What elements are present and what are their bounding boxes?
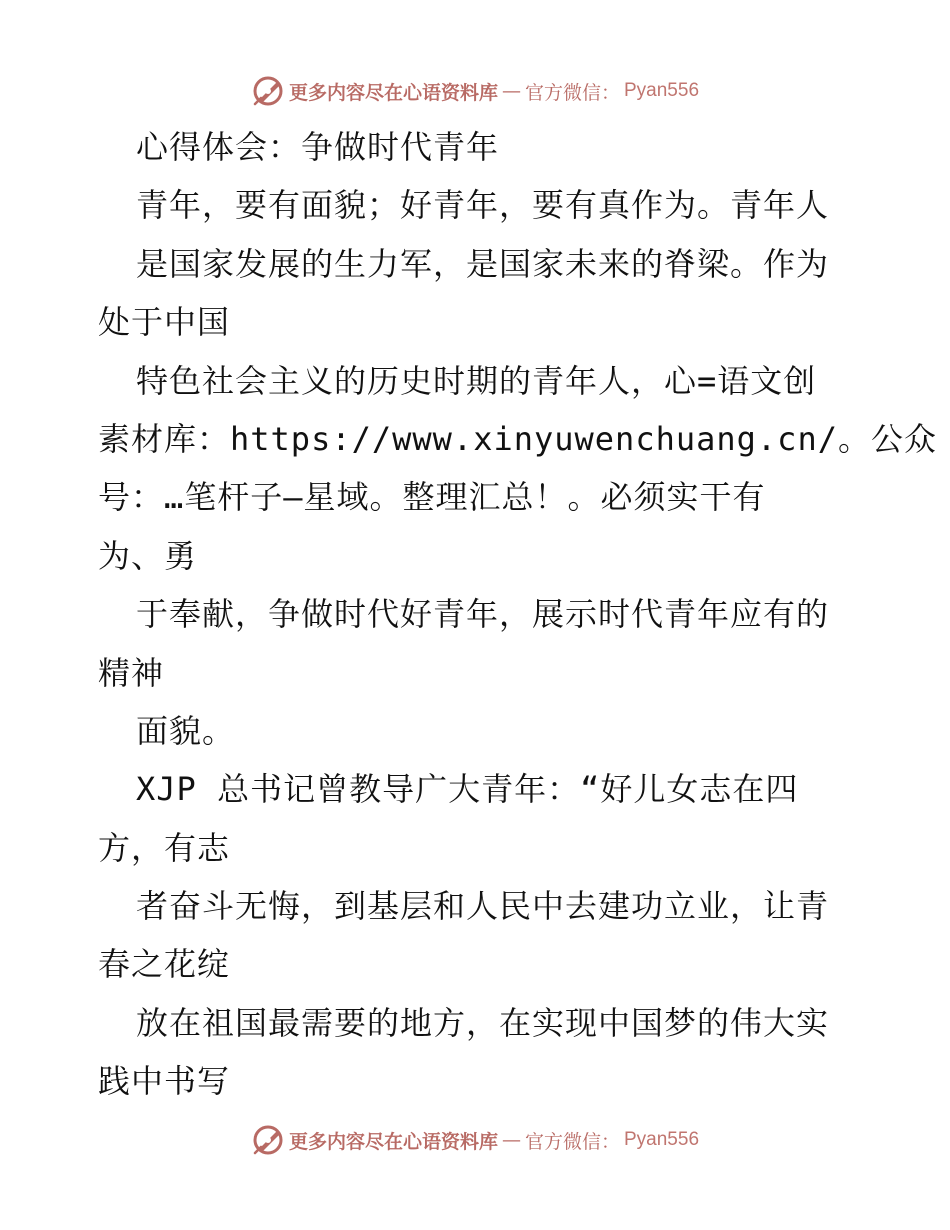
- banner-wechat-id: Pyan556: [624, 80, 700, 101]
- footer-wechat-id: Pyan556: [624, 1129, 700, 1150]
- text-line: 放在祖国最需要的地方，在实现中国梦的伟大实: [136, 1003, 830, 1042]
- banner-main-text: 更多内容尽在心语资料库: [288, 81, 498, 104]
- footer-main-text: 更多内容尽在心语资料库: [288, 1130, 498, 1153]
- quill-pen-logo-icon: [251, 74, 285, 108]
- text-line: 处于中国: [98, 303, 231, 342]
- footer-wechat-label: 官方微信：: [524, 1130, 620, 1153]
- text-line: XJP 总书记曾教导广大青年：“好儿女志在四: [136, 770, 799, 809]
- footer-separator: —: [501, 1129, 521, 1151]
- footer-banner-content: [251, 1123, 699, 1157]
- text-line: 春之花绽: [98, 945, 231, 984]
- text-line: 号：…笔杆子—星域。整理汇总！。必须实干有: [98, 478, 766, 517]
- header-banner-content: [251, 74, 699, 108]
- text-line: 是国家发展的生力军，是国家未来的脊梁。作为: [136, 244, 830, 283]
- quill-pen-logo-icon: [251, 1123, 285, 1157]
- text-line: 面貌。: [136, 711, 236, 750]
- footer-banner: [0, 1120, 950, 1160]
- text-line: 者奋斗无悔，到基层和人民中去建功立业，让青: [136, 887, 830, 926]
- text-line: 于奉献，争做时代好青年，展示时代青年应有的: [136, 595, 830, 634]
- text-line: 特色社会主义的历史时期的青年人，心=语文创: [136, 361, 817, 400]
- text-line: 方，有志: [98, 828, 231, 867]
- header-banner: [0, 71, 950, 111]
- text-line: 青年，要有面貌；好青年，要有真作为。青年人: [136, 186, 830, 225]
- banner-wechat-label: 官方微信：: [524, 81, 620, 104]
- banner-separator: —: [501, 80, 521, 102]
- text-line: 素材库：https://www.xinyuwenchuang.cn/。公众: [98, 419, 937, 458]
- text-line: 为、勇: [98, 536, 198, 575]
- text-line: 心得体会：争做时代青年: [136, 128, 500, 166]
- text-line: 精神: [98, 653, 165, 692]
- document-body: [98, 118, 937, 1111]
- text-line: 践中书写: [98, 1062, 231, 1101]
